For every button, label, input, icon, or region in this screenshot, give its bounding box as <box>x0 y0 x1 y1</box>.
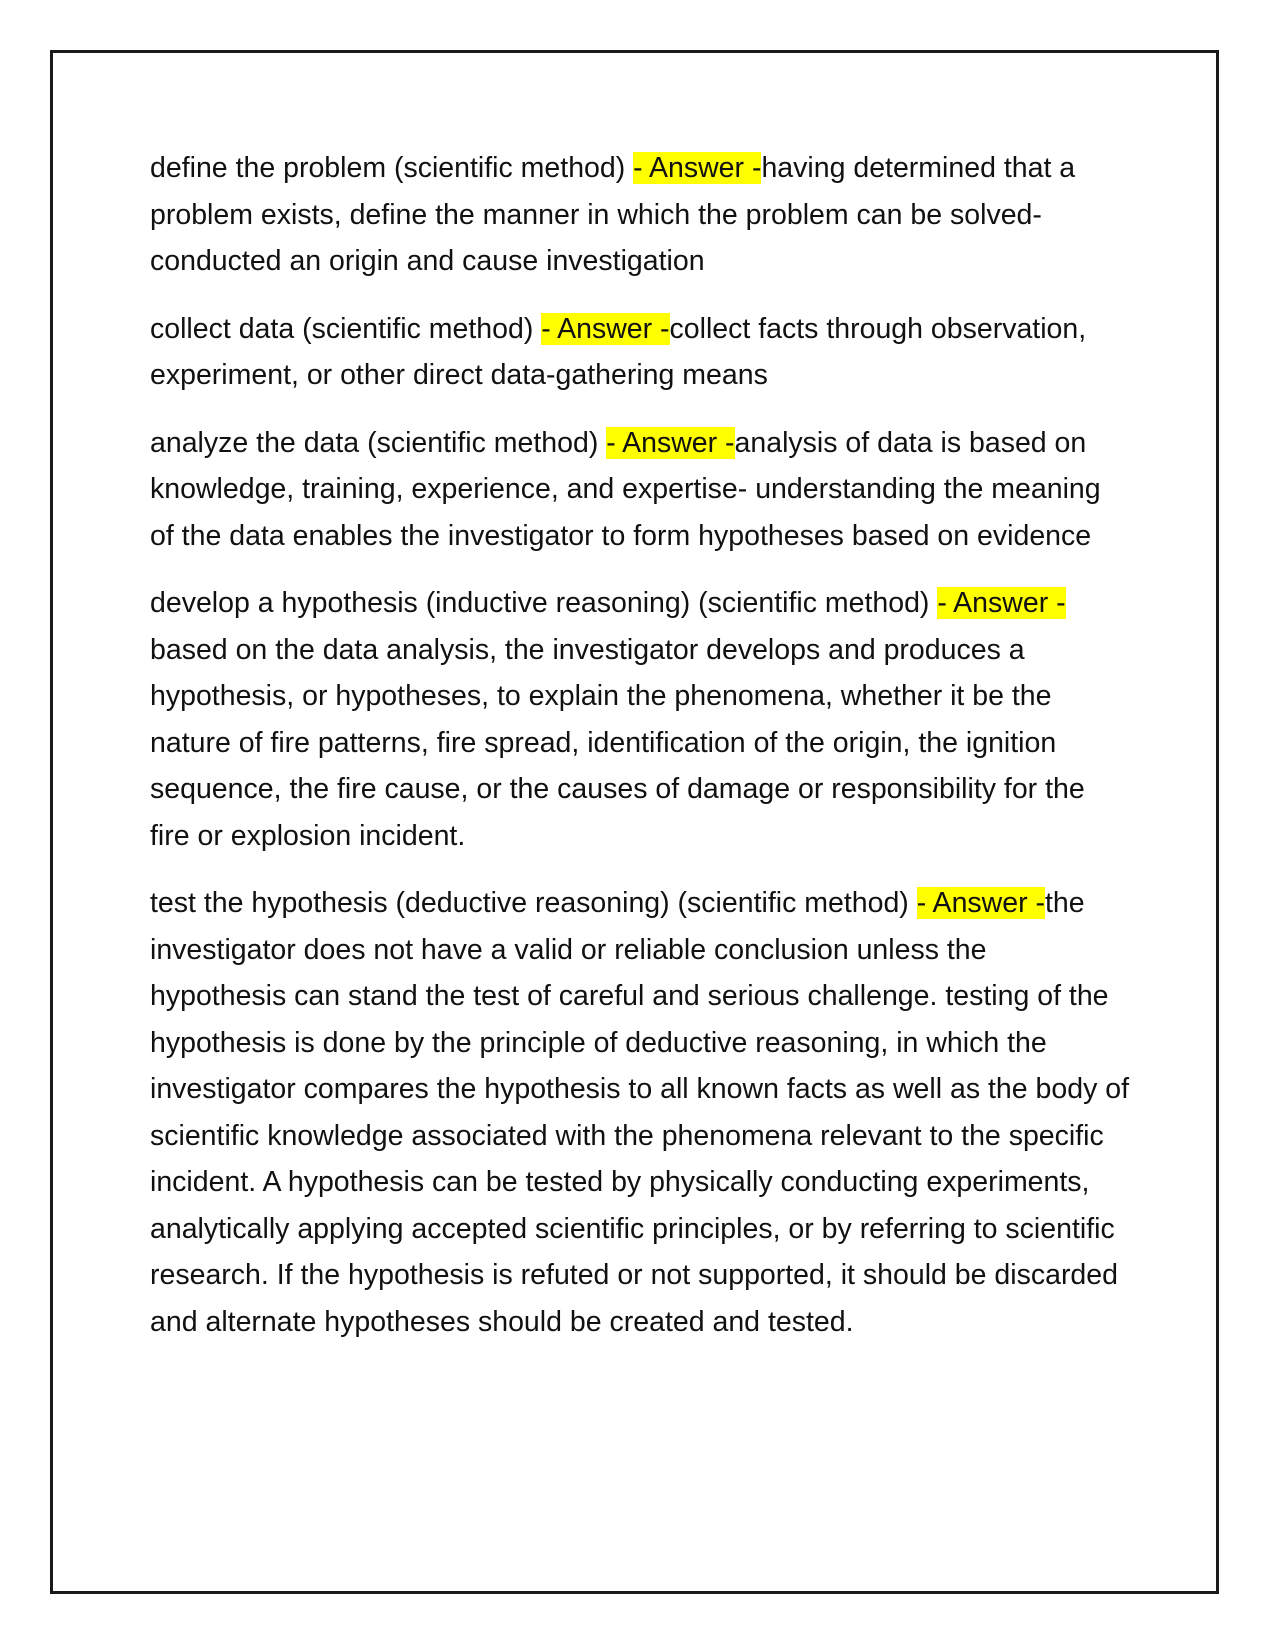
entry-answer: based on the data analysis, the investigator develops and produces a hypothesis, or hypotheses, to explain the phenomena, whether it be the nature of fire patterns, fire spread, identification of the origin, the ignition sequence, the fire cause, or the causes of damage or responsibility for the fire or explosion incident. <box>150 633 1085 852</box>
answer-highlight: - Answer - <box>633 152 762 184</box>
answer-highlight: - Answer - <box>541 312 670 345</box>
entry-term: test the hypothesis (deductive reasoning) (scientific method) <box>150 887 917 919</box>
entry-term: develop a hypothesis (inductive reasoning) (scientific method) <box>150 587 938 619</box>
entry-term: define the problem (scientific method) <box>150 152 634 184</box>
entry-test-hypothesis <box>150 880 1130 1345</box>
entry-define-problem <box>150 145 1130 285</box>
entry-develop-hypothesis <box>150 580 1130 859</box>
entry-answer: the investigator does not have a valid or reliable conclusion unless the hypothesis can stand the test of careful and serious challenge. testing of the hypothesis is done by the principle of deductive reasoning, in which the investigator compares the hypothesis to all known facts as well as the body of scientific knowledge associated with the phenomena relevant to the specific incident. A hypothesis can be tested by physically conducting experiments, analytically applying accepted scientific principles, or by referring to scientific research. If the hypothesis is refuted or not supported, it should be discarded and alternate hypotheses should be created and tested. <box>150 887 1130 1338</box>
entry-analyze-data <box>150 420 1130 560</box>
entry-term: collect data (scientific method) <box>150 312 542 345</box>
answer-highlight: - Answer - <box>606 426 735 459</box>
answer-highlight: - Answer - <box>937 587 1066 619</box>
entry-answer: analysis of data is based on knowledge, training, experience, and expertise- understanding the meaning of the data enables the investigator to form hypotheses based on evidence <box>150 426 1101 552</box>
entry-collect-data <box>150 306 1130 399</box>
entry-answer: collect facts through observation, experiment, or other direct data-gathering means <box>150 312 1087 391</box>
entry-answer: having determined that a problem exists, define the manner in which the problem can be solved- conducted an origin and cause investigation <box>150 152 1076 277</box>
answer-highlight: - Answer - <box>916 887 1045 919</box>
entry-term: analyze the data (scientific method) <box>150 426 607 459</box>
document-body <box>150 145 1130 1366</box>
